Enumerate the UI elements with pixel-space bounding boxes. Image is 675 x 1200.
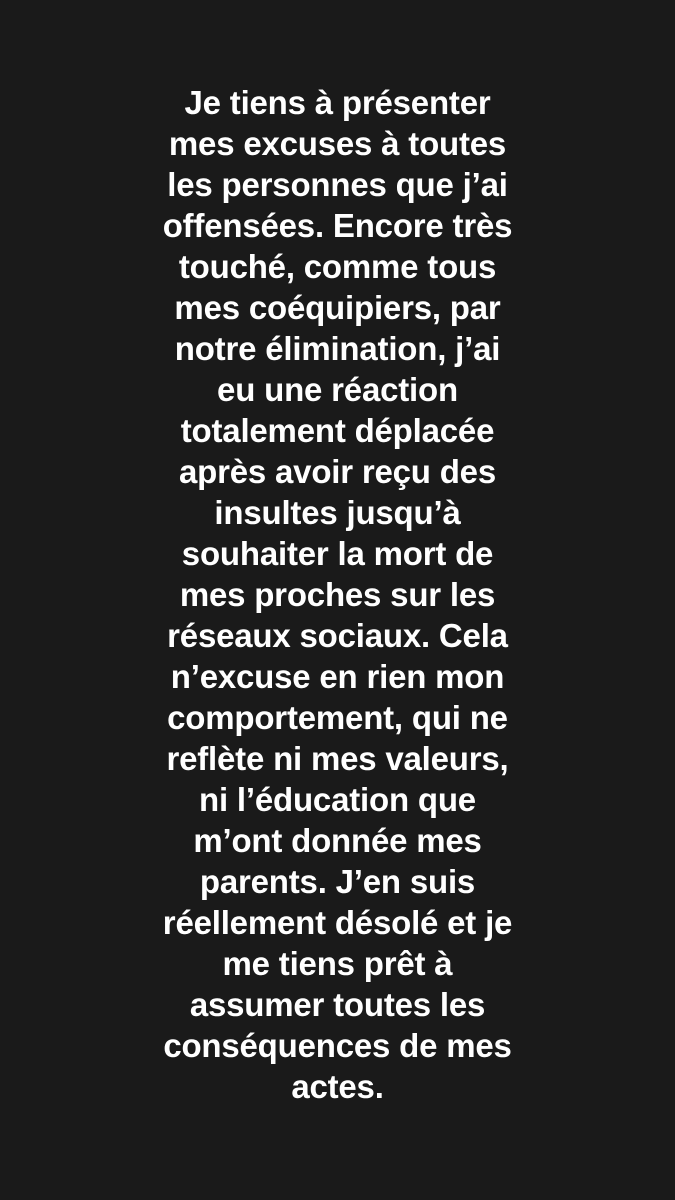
story-text-block: Je tiens à présenter mes excuses à toutes les personnes que j’ai offensées. Encore très touché, comme tous mes coéquipiers, par notre élimination, j’ai eu une réaction totalement déplacée après avoir reçu des insultes jusqu’à souhaiter la mort de mes proches sur les réseaux sociaux. Cela n’excuse en rien mon comportement, qui ne reflète ni mes valeurs, ni l’éducation que m’ont donnée mes parents. J’en suis réellement désolé et je me tiens prêt à assumer toutes les conséquences de mes actes. (162, 84, 522, 1105)
